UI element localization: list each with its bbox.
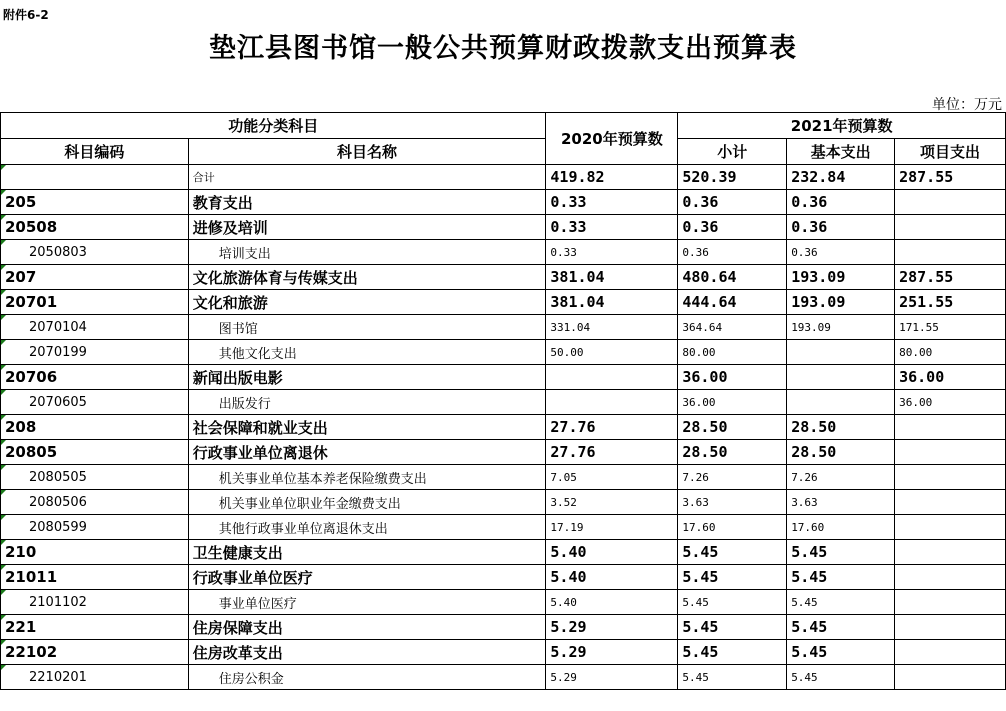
budget-2020-cell: 5.40 [546, 565, 678, 590]
table-row [1, 415, 1006, 440]
table-row [1, 440, 1006, 465]
table-row [1, 540, 1006, 565]
cell-marker-icon [1, 215, 6, 220]
header-code: 科目编码 [1, 139, 189, 165]
subtotal-cell: 28.50 [678, 440, 787, 465]
cell-marker-icon [1, 165, 6, 170]
subtotal-cell: 5.45 [678, 665, 787, 690]
budget-2020-cell: 27.76 [546, 415, 678, 440]
project-cell: 80.00 [895, 340, 1006, 365]
subtotal-cell: 364.64 [678, 315, 787, 340]
table-row [1, 190, 1006, 215]
project-cell [895, 640, 1006, 665]
subtotal-cell: 7.26 [678, 465, 787, 490]
budget-2020-cell: 381.04 [546, 290, 678, 315]
cell-marker-icon [1, 515, 6, 520]
basic-cell: 5.45 [787, 615, 895, 640]
table-row [1, 515, 1006, 540]
cell-marker-icon [1, 415, 6, 420]
unit-label: 单位：万元 [932, 97, 1002, 113]
name-cell: 出版发行 [188, 390, 546, 415]
subtotal-cell: 28.50 [678, 415, 787, 440]
basic-cell: 5.45 [787, 665, 895, 690]
cell-marker-icon [1, 265, 6, 270]
code-cell: 210 [1, 540, 189, 565]
table-row [1, 290, 1006, 315]
budget-2020-cell: 381.04 [546, 265, 678, 290]
project-cell [895, 240, 1006, 265]
subtotal-cell: 5.45 [678, 565, 787, 590]
basic-cell: 193.09 [787, 315, 895, 340]
name-cell: 其他行政事业单位离退休支出 [188, 515, 546, 540]
name-cell: 培训支出 [188, 240, 546, 265]
table-row [1, 465, 1006, 490]
budget-2020-cell: 7.05 [546, 465, 678, 490]
cell-marker-icon [1, 640, 6, 645]
project-cell [895, 190, 1006, 215]
basic-cell: 17.60 [787, 515, 895, 540]
project-cell [895, 215, 1006, 240]
table-row [1, 340, 1006, 365]
name-cell: 卫生健康支出 [188, 540, 546, 565]
table-row [1, 365, 1006, 390]
budget-2020-cell: 0.33 [546, 240, 678, 265]
basic-cell: 28.50 [787, 440, 895, 465]
name-cell: 机关事业单位基本养老保险缴费支出 [188, 465, 546, 490]
budget-2020-cell: 5.29 [546, 615, 678, 640]
basic-cell: 5.45 [787, 540, 895, 565]
code-cell: 205 [1, 190, 189, 215]
code-cell: 2210201 [1, 665, 189, 690]
name-cell: 社会保障和就业支出 [188, 415, 546, 440]
code-cell: 20805 [1, 440, 189, 465]
basic-cell: 0.36 [787, 240, 895, 265]
project-cell: 171.55 [895, 315, 1006, 340]
basic-cell: 5.45 [787, 590, 895, 615]
project-cell [895, 615, 1006, 640]
total-name-cell: 合计 [188, 165, 546, 190]
code-cell: 2080506 [1, 490, 189, 515]
cell-marker-icon [1, 490, 6, 495]
budget-table [0, 112, 1006, 690]
table-row [1, 215, 1006, 240]
subtotal-cell: 0.36 [678, 240, 787, 265]
budget-2020-cell: 17.19 [546, 515, 678, 540]
project-cell [895, 415, 1006, 440]
cell-marker-icon [1, 540, 6, 545]
subtotal-cell: 480.64 [678, 265, 787, 290]
header-basic: 基本支出 [787, 139, 895, 165]
basic-cell: 7.26 [787, 465, 895, 490]
budget-2020-cell: 0.33 [546, 190, 678, 215]
basic-cell [787, 340, 895, 365]
budget-2020-cell: 5.29 [546, 665, 678, 690]
code-cell: 2070605 [1, 390, 189, 415]
code-cell: 20706 [1, 365, 189, 390]
table-row [1, 665, 1006, 690]
cell-marker-icon [1, 590, 6, 595]
cell-marker-icon [1, 565, 6, 570]
total-subtotal-cell: 520.39 [678, 165, 787, 190]
subtotal-cell: 36.00 [678, 365, 787, 390]
code-cell: 22102 [1, 640, 189, 665]
project-cell [895, 565, 1006, 590]
name-cell: 文化和旅游 [188, 290, 546, 315]
code-cell: 20701 [1, 290, 189, 315]
budget-2020-cell: 5.40 [546, 540, 678, 565]
name-cell: 进修及培训 [188, 215, 546, 240]
basic-cell: 3.63 [787, 490, 895, 515]
total-code-cell [1, 165, 189, 190]
basic-cell: 5.45 [787, 640, 895, 665]
subtotal-cell: 3.63 [678, 490, 787, 515]
project-cell: 287.55 [895, 265, 1006, 290]
cell-marker-icon [1, 240, 6, 245]
name-cell: 行政事业单位离退休 [188, 440, 546, 465]
code-cell: 207 [1, 265, 189, 290]
header-func-category: 功能分类科目 [1, 113, 546, 139]
subtotal-cell: 5.45 [678, 615, 787, 640]
header-name: 科目名称 [188, 139, 546, 165]
attachment-label: 附件6-2 [3, 8, 49, 22]
code-cell: 2050803 [1, 240, 189, 265]
name-cell: 住房改革支出 [188, 640, 546, 665]
name-cell: 事业单位医疗 [188, 590, 546, 615]
table-row [1, 590, 1006, 615]
total-2020-cell: 419.82 [546, 165, 678, 190]
basic-cell: 5.45 [787, 565, 895, 590]
table-row [1, 565, 1006, 590]
subtotal-cell: 0.36 [678, 190, 787, 215]
header-project: 项目支出 [895, 139, 1006, 165]
code-cell: 20508 [1, 215, 189, 240]
name-cell: 教育支出 [188, 190, 546, 215]
project-cell [895, 440, 1006, 465]
project-cell: 36.00 [895, 365, 1006, 390]
project-cell [895, 465, 1006, 490]
budget-2020-cell [546, 365, 678, 390]
cell-marker-icon [1, 440, 6, 445]
table-row [1, 390, 1006, 415]
project-cell [895, 540, 1006, 565]
subtotal-cell: 0.36 [678, 215, 787, 240]
code-cell: 221 [1, 615, 189, 640]
total-row [1, 165, 1006, 190]
cell-marker-icon [1, 665, 6, 670]
project-cell [895, 515, 1006, 540]
code-cell: 2080505 [1, 465, 189, 490]
code-cell: 208 [1, 415, 189, 440]
subtotal-cell: 17.60 [678, 515, 787, 540]
header-subtotal: 小计 [678, 139, 787, 165]
project-cell: 36.00 [895, 390, 1006, 415]
table-row [1, 640, 1006, 665]
name-cell: 机关事业单位职业年金缴费支出 [188, 490, 546, 515]
table-row [1, 615, 1006, 640]
project-cell [895, 665, 1006, 690]
name-cell: 图书馆 [188, 315, 546, 340]
code-cell: 21011 [1, 565, 189, 590]
cell-marker-icon [1, 190, 6, 195]
table-row [1, 490, 1006, 515]
cell-marker-icon [1, 290, 6, 295]
basic-cell [787, 365, 895, 390]
code-cell: 2070199 [1, 340, 189, 365]
budget-2020-cell: 5.29 [546, 640, 678, 665]
table-row [1, 315, 1006, 340]
header-row-1 [1, 113, 1006, 139]
basic-cell: 193.09 [787, 265, 895, 290]
name-cell: 文化旅游体育与传媒支出 [188, 265, 546, 290]
cell-marker-icon [1, 390, 6, 395]
name-cell: 住房公积金 [188, 665, 546, 690]
basic-cell: 193.09 [787, 290, 895, 315]
page-title: 垫江县图书馆一般公共预算财政拨款支出预算表 [209, 33, 797, 64]
header-budget-2021: 2021年预算数 [678, 113, 1006, 139]
budget-2020-cell [546, 390, 678, 415]
name-cell: 住房保障支出 [188, 615, 546, 640]
budget-2020-cell: 331.04 [546, 315, 678, 340]
cell-marker-icon [1, 615, 6, 620]
code-cell: 2080599 [1, 515, 189, 540]
budget-2020-cell: 27.76 [546, 440, 678, 465]
cell-marker-icon [1, 315, 6, 320]
budget-2020-cell: 0.33 [546, 215, 678, 240]
header-budget-2020: 2020年预算数 [546, 113, 678, 165]
budget-2020-cell: 50.00 [546, 340, 678, 365]
basic-cell: 0.36 [787, 190, 895, 215]
table-row [1, 265, 1006, 290]
cell-marker-icon [1, 365, 6, 370]
basic-cell [787, 390, 895, 415]
subtotal-cell: 80.00 [678, 340, 787, 365]
name-cell: 其他文化支出 [188, 340, 546, 365]
project-cell [895, 490, 1006, 515]
header-row-2 [1, 139, 1006, 165]
subtotal-cell: 5.45 [678, 590, 787, 615]
basic-cell: 0.36 [787, 215, 895, 240]
code-cell: 2101102 [1, 590, 189, 615]
subtotal-cell: 5.45 [678, 540, 787, 565]
subtotal-cell: 5.45 [678, 640, 787, 665]
budget-2020-cell: 3.52 [546, 490, 678, 515]
cell-marker-icon [1, 340, 6, 345]
project-cell: 251.55 [895, 290, 1006, 315]
total-basic-cell: 232.84 [787, 165, 895, 190]
code-cell: 2070104 [1, 315, 189, 340]
subtotal-cell: 36.00 [678, 390, 787, 415]
budget-2020-cell: 5.40 [546, 590, 678, 615]
name-cell: 新闻出版电影 [188, 365, 546, 390]
basic-cell: 28.50 [787, 415, 895, 440]
subtotal-cell: 444.64 [678, 290, 787, 315]
table-row [1, 240, 1006, 265]
total-project-cell: 287.55 [895, 165, 1006, 190]
cell-marker-icon [1, 465, 6, 470]
name-cell: 行政事业单位医疗 [188, 565, 546, 590]
project-cell [895, 590, 1006, 615]
